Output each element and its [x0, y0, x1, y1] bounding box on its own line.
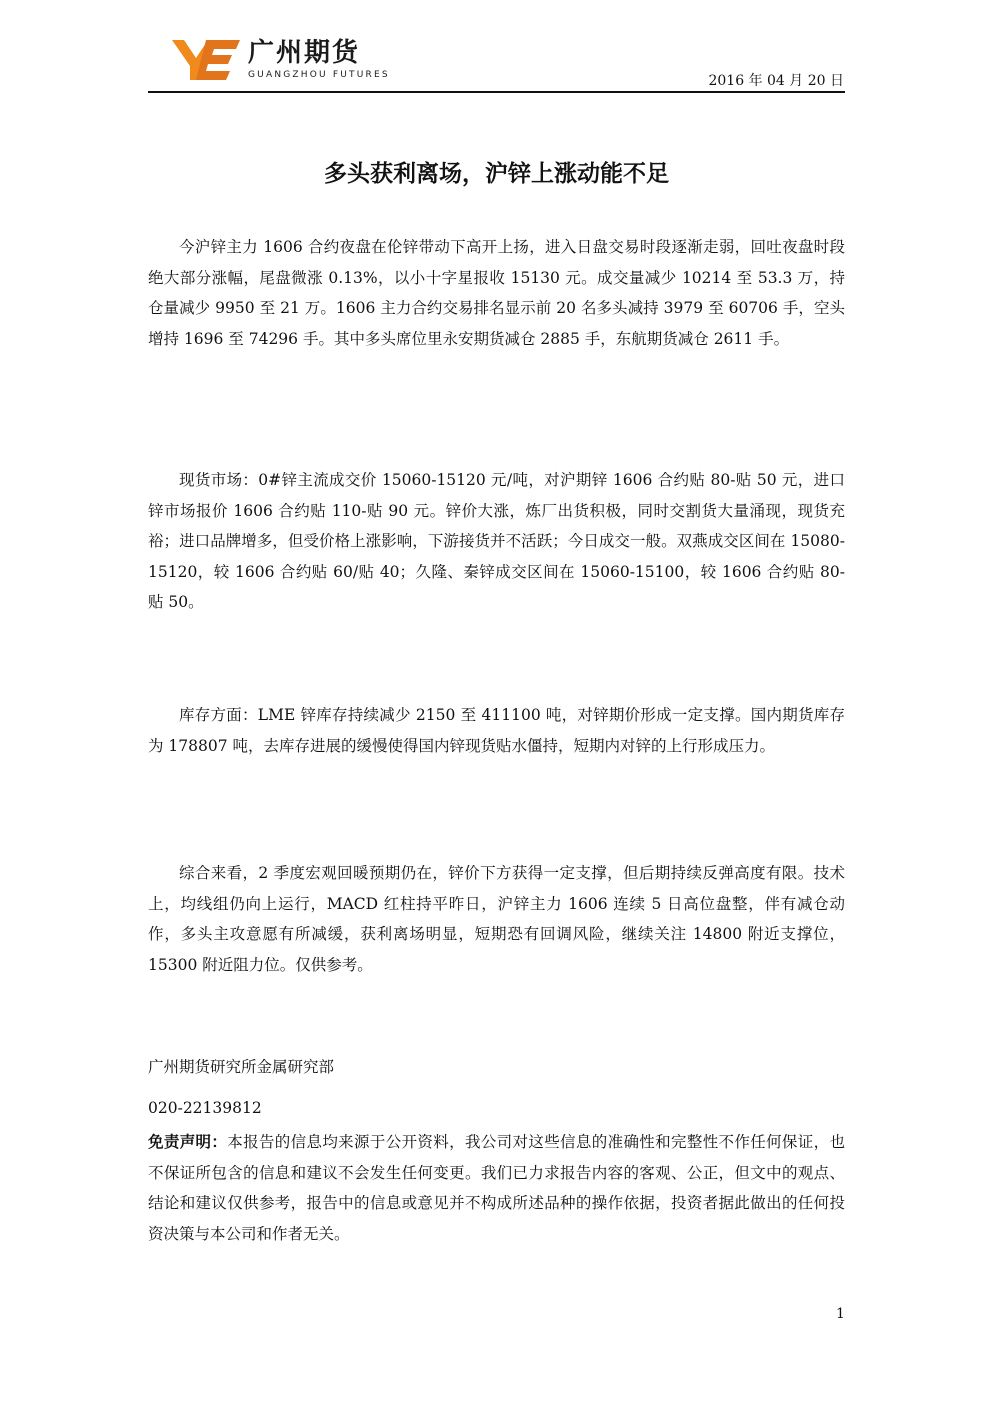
report-title: 多头获利离场，沪锌上涨动能不足: [324, 161, 669, 187]
logo-chinese-name: 广州期货: [248, 38, 361, 68]
disclaimer: [148, 1127, 845, 1249]
disclaimer-label: 免责声明：: [148, 1132, 228, 1151]
disclaimer-text: 本报告的信息均来源于公开资料，我公司对这些信息的准确性和完整性不作任何保证，也不保证所包含的信息和建议不会发生任何变更。我们已力求报告内容的客观、公正，但文中的观点、结论和建议仅供参考，报告中的信息或意见并不构成所述品种的操作依据，投资者据此做出的任何投资决策与本公司和作者无关。: [148, 1133, 845, 1243]
header-divider: [148, 91, 845, 93]
company-logo: [170, 36, 390, 86]
paragraph-inventory: 库存方面：LME 锌库存持续减少 2150 至 411100 吨，对锌期价形成一定支撑。国内期货库存为 178807 吨，去库存进展的缓慢使得国内锌现货贴水僵持，短期内对锌的上行形成压力。: [148, 706, 845, 755]
logo-mark-icon: [170, 36, 242, 82]
paragraph-outlook: 综合来看，2 季度宏观回暖预期仍在，锌价下方获得一定支撑，但后期持续反弹高度有限。技术上，均线组仍向上运行，MACD 红柱持平昨日，沪锌主力 1606 连续 5 日高位盘整，伴有减仓动作，多头主攻意愿有所减缓，获利离场明显，短期恐有回调风险，继续关注 14800 附近支撑位，15300 附近阻力位。仅供参考。: [148, 864, 845, 974]
contact-phone: 020-22139812: [148, 1099, 262, 1117]
report-date: 2016 年 04 月 20 日: [708, 73, 844, 89]
logo-english-name: GUANGZHOU FUTURES: [248, 70, 390, 80]
paragraph-spot-market: 现货市场：0#锌主流成交价 15060-15120 元/吨，对沪期锌 1606 合约贴 80-贴 50 元，进口锌市场报价 1606 合约贴 110-贴 90 元。锌价大涨，炼厂出货积极，同时交割货大量涌现，现货充裕；进口品牌增多，但受价格上涨影响，下游接货并不活跃；今日成交一般。双燕成交区间在 15080-15120，较 1606 合约贴 60/贴 40；久隆、秦锌成交区间在 15060-15100，较 1606 合约贴 80-贴 50。: [148, 471, 845, 611]
department-name: 广州期货研究所金属研究部: [148, 1058, 335, 1076]
paragraph-market-summary: 今沪锌主力 1606 合约夜盘在伦锌带动下高开上扬，进入日盘交易时段逐渐走弱，回吐夜盘时段绝大部分涨幅，尾盘微涨 0.13%，以小十字星报收 15130 元。成交量减少 10214 至 53.3 万，持仓量减少 9950 至 21 万。1606 主力合约交易排名显示前 20 名多头减持 3979 至 60706 手，空头增持 1696 至 74296 手。其中多头席位里永安期货减仓 2885 手，东航期货减仓 2611 手。: [148, 238, 845, 348]
page-number: 1: [836, 1306, 845, 1322]
